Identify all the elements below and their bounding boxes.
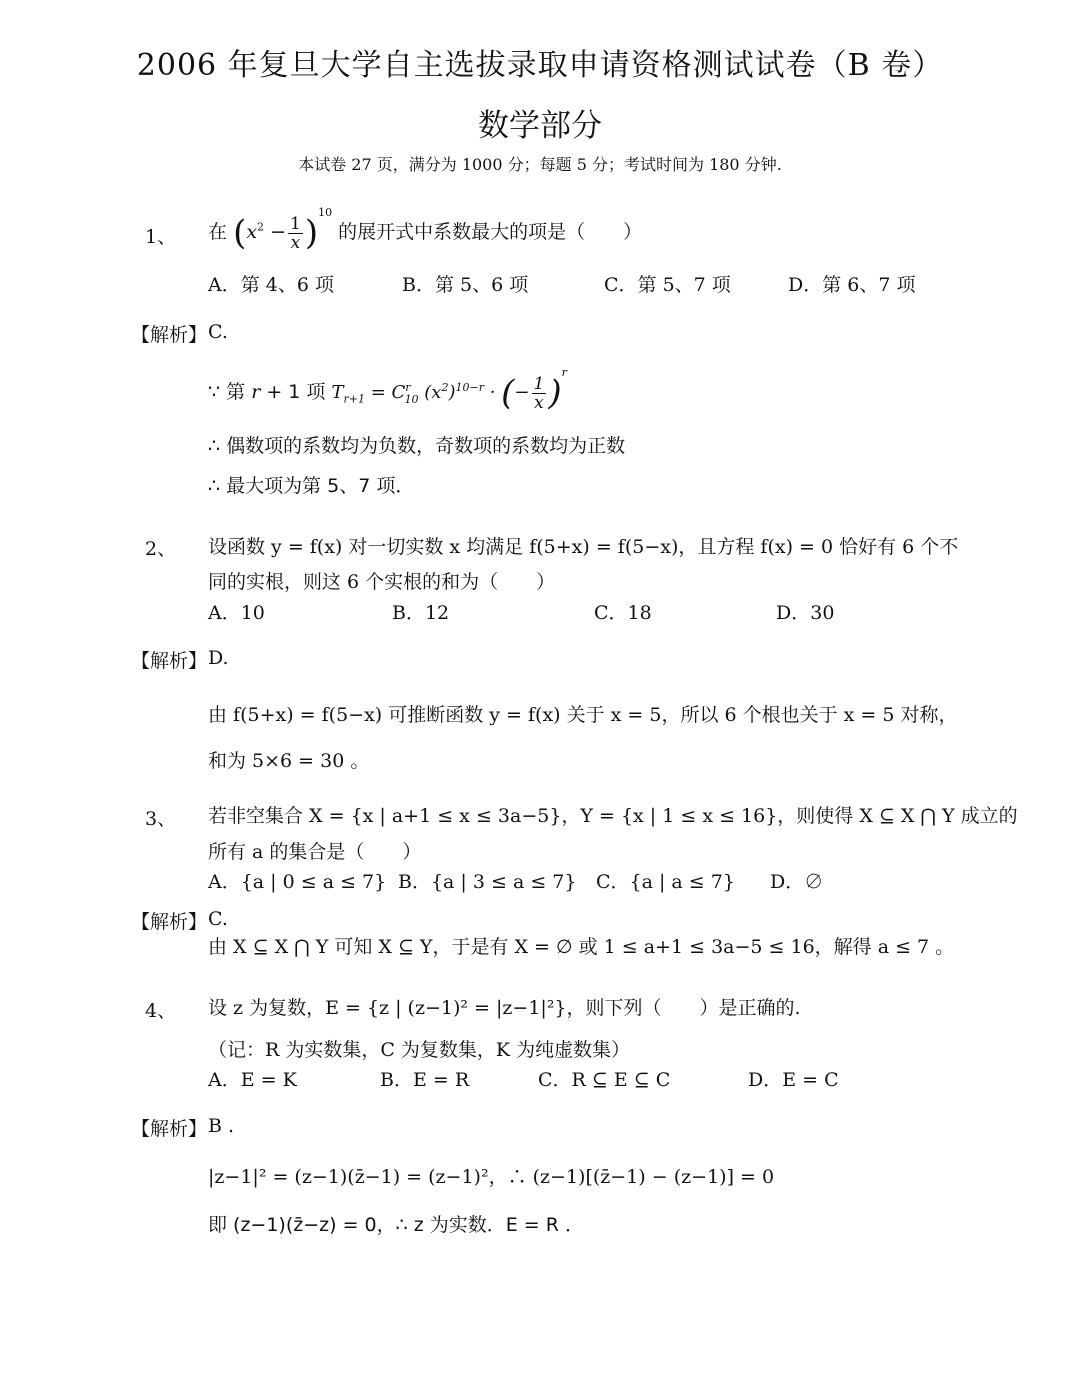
analysis-1-prefix: ∵ 第 xyxy=(208,381,246,403)
question-3-option-d: D．∅ xyxy=(770,871,824,893)
question-1-option-d: D．第 6、7 项 xyxy=(788,274,916,296)
question-1-option-a: A．第 4、6 项 xyxy=(208,274,334,296)
question-2-number: 2、 xyxy=(145,538,177,560)
analysis-1-term-index: r xyxy=(251,381,261,403)
question-2-analysis-line-2: 和为 5×6 = 30 。 xyxy=(208,750,370,772)
question-2-stem-line-1: 设函数 y = f(x) 对一切实数 x 均满足 f(5+x) = f(5−x)，且方程 f(x) = 0 恰好有 6 个不 xyxy=(208,536,959,558)
question-1-analysis-line-3: ∴ 最大项为第 5、7 项． xyxy=(208,475,415,497)
question-3-answer: C. xyxy=(208,908,228,930)
question-3-option-b: B．{a | 3 ≤ a ≤ 7} xyxy=(398,871,577,893)
question-3-option-c: C．{a | a ≤ 7} xyxy=(596,871,735,893)
question-4-number: 4、 xyxy=(145,1000,177,1022)
question-1-analysis-line-2: ∴ 偶数项的系数均为负数，奇数项的系数均为正数 xyxy=(208,435,626,457)
question-4-option-d: D．E = C xyxy=(748,1069,839,1091)
question-2-stem-line-2: 同的实根，则这 6 个实根的和为（ ） xyxy=(208,571,556,593)
question-1-number: 1、 xyxy=(145,226,177,248)
question-3-analysis-label: 【解析】 xyxy=(131,911,208,933)
question-4-analysis-line-2: 即 (z−1)(z̄−z) = 0，∴ z 为实数．E = R ． xyxy=(208,1214,585,1236)
question-4-stem-line-1: 设 z 为复数，E = {z | (z−1)² = |z−1|²}，则下列（ ）是正确的. xyxy=(208,997,801,1019)
exam-info: 本试卷 27 页，满分为 1000 分；每题 5 分；考试时间为 180 分钟. xyxy=(298,155,782,174)
question-4-option-b: B．E = R xyxy=(380,1069,470,1091)
question-1-analysis-line-1: ∵ 第 r + 1 项 $T_{r+1} = C^r_{10}$ $(x^2)^{10-r}$ · (− $\frac{1}{x}$ )$^r$ xyxy=(208,366,567,413)
question-4-option-c: C．R ⊆ E ⊆ C xyxy=(538,1069,671,1091)
question-1-prefix: 在 xyxy=(208,221,228,243)
analysis-1-mid: 项 xyxy=(306,381,326,403)
question-4-analysis-line-1: |z−1|² = (z−1)(z̄−1) = (z−1)²，∴ (z−1)[(z̄−1) − (z−1)] = 0 xyxy=(208,1166,775,1188)
question-3-stem-line-1: 若非空集合 X = {x | a+1 ≤ x ≤ 3a−5}，Y = {x | 1 ≤ x ≤ 16}，则使得 X ⊆ X ⋂ Y 成立的 xyxy=(208,805,1018,827)
question-4-analysis-label: 【解析】 xyxy=(131,1118,208,1140)
question-2-analysis-label: 【解析】 xyxy=(131,650,208,672)
question-1-option-c: C．第 5、7 项 xyxy=(604,274,731,296)
question-3-stem-line-2: 所有 a 的集合是（ ） xyxy=(208,841,422,863)
question-2-option-c: C．18 xyxy=(594,602,652,624)
question-4-option-a: A．E = K xyxy=(208,1069,297,1091)
page-title: 2006 年复旦大学自主选拔录取申请资格测试试卷（B 卷） xyxy=(136,48,944,83)
question-4-answer: B . xyxy=(208,1115,235,1137)
question-3-number: 3、 xyxy=(145,808,177,830)
section-title: 数学部分 xyxy=(478,108,602,144)
question-3-option-a: A．{a | 0 ≤ a ≤ 7} xyxy=(208,871,387,893)
question-2-option-d: D．30 xyxy=(776,602,835,624)
question-3-analysis-line-1: 由 X ⊆ X ⋂ Y 可知 X ⊆ Y，于是有 X = ∅ 或 1 ≤ a+1 ≤ 3a−5 ≤ 16，解得 a ≤ 7 。 xyxy=(208,936,955,958)
question-1-option-b: B．第 5、6 项 xyxy=(402,274,529,296)
question-1-analysis-label: 【解析】 xyxy=(131,324,208,346)
question-4-stem-line-2: （记：R 为实数集，C 为复数集，K 为纯虚数集） xyxy=(208,1039,631,1061)
question-2-option-a: A．10 xyxy=(208,602,265,624)
question-2-option-b: B．12 xyxy=(392,602,450,624)
question-1-suffix: 的展开式中系数最大的项是（ ） xyxy=(338,221,643,243)
question-1-answer: C. xyxy=(208,321,228,343)
question-2-answer: D. xyxy=(208,647,229,669)
question-2-analysis-line-1: 由 f(5+x) = f(5−x) 可推断函数 y = f(x) 关于 x = 5，所以 6 个根也关于 x = 5 对称， xyxy=(208,704,958,726)
question-1-formula: ($x^2$ − $\frac{1}{x}$ )$^{10}$ xyxy=(233,206,333,253)
question-1-stem xyxy=(208,206,642,253)
analysis-1-general-term: $T_{r+1} = C^r_{10}$ $(x^2)^{10-r}$ · (− $\frac{1}{x}$ )$^r$ xyxy=(331,366,567,413)
